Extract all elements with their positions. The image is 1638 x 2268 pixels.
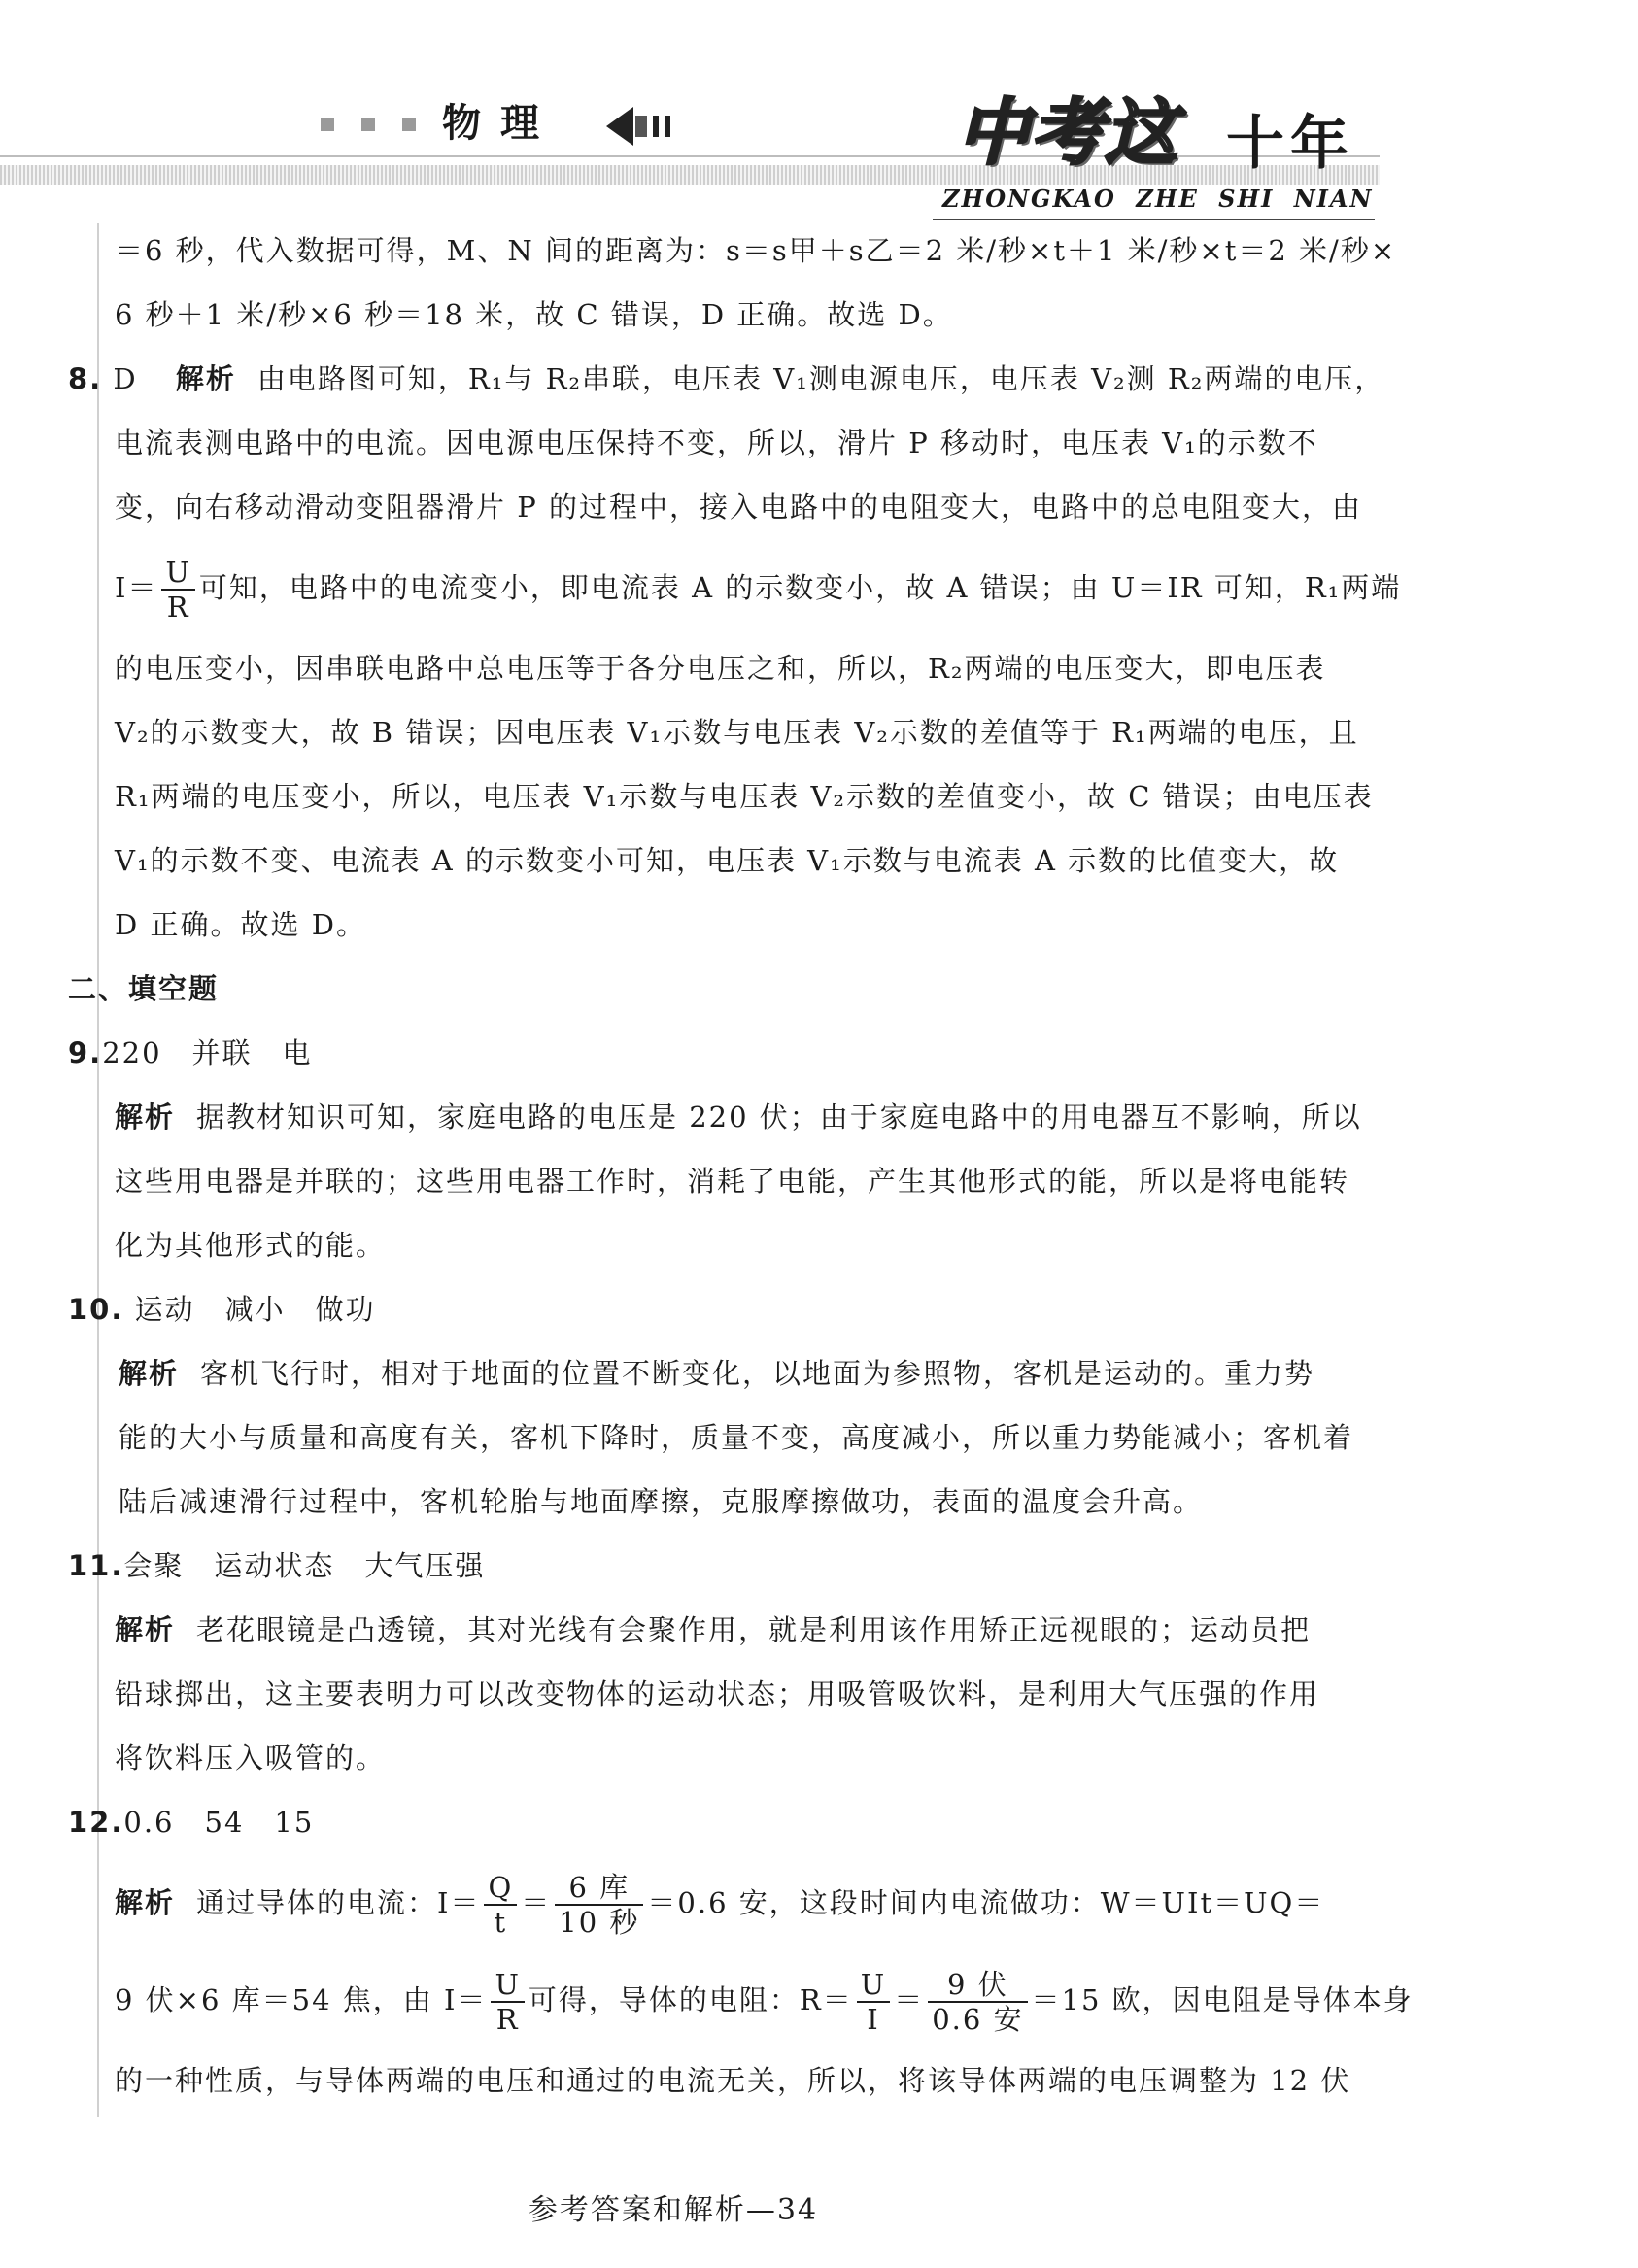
equals-sign: ＝ xyxy=(894,1983,925,2016)
text-line: 的电压变小，因串联电路中总电压等于各分电压之和，所以，R₂两端的电压变大，即电压表 xyxy=(115,652,1326,685)
brand-logo-text: 中考这 xyxy=(957,91,1178,175)
header-squares-decoration xyxy=(321,117,443,135)
fraction-denominator: 10 秒 xyxy=(559,1906,640,1939)
text-line: 的一种性质，与导体两端的电压和通过的电流无关，所以，将该导体两端的电压调整为 12 伏 xyxy=(115,2064,1351,2097)
fraction-denominator: t xyxy=(494,1906,508,1939)
formula-line xyxy=(68,1951,1414,2048)
fraction-denominator: I xyxy=(867,2003,880,2036)
analysis-line xyxy=(68,1085,1389,1149)
fraction-numerator: U xyxy=(491,1968,524,2003)
text-line: V₁的示数不变、电流表 A 的示数变小可知，电压表 V₁示数与电流表 A 示数的比值变大，故 xyxy=(115,844,1340,877)
text-line: ＝0.6 安，这段时间内电流做功：W＝UIt＝UQ＝ xyxy=(647,1886,1325,1919)
analysis-label: 解析 xyxy=(115,1613,176,1646)
analysis-label: 解析 xyxy=(175,362,236,395)
fraction xyxy=(857,1968,890,2036)
analysis-line xyxy=(68,1341,1389,1405)
fraction xyxy=(484,1871,517,1939)
text-line: 这些用电器是并联的；这些用电器工作时，消耗了电能，产生其他形式的能，所以是将电能转 xyxy=(115,1165,1350,1198)
answer-content xyxy=(68,219,1414,2113)
page-header xyxy=(0,0,1638,219)
fraction-denominator: R xyxy=(166,591,190,624)
question-number: 11. xyxy=(68,1549,124,1582)
fraction-denominator: 0.6 安 xyxy=(932,2003,1024,2036)
formula-line xyxy=(68,539,1402,636)
fraction xyxy=(928,1968,1027,2036)
text-line: D 正确。故选 D。 xyxy=(115,908,366,941)
question-12-header xyxy=(68,1790,1389,1854)
analysis-label: 解析 xyxy=(115,1886,176,1919)
fraction-numerator: U xyxy=(857,1968,890,2003)
analysis-line xyxy=(68,1598,1389,1662)
question-answer: 220 并联 电 xyxy=(102,1036,313,1069)
question-10-header xyxy=(68,1277,1389,1341)
fraction-numerator: 9 伏 xyxy=(928,1968,1027,2003)
question-11-header xyxy=(68,1534,1389,1598)
text-line: 陆后减速滑行过程中，客机轮胎与地面摩擦，克服摩擦做功，表面的温度会升高。 xyxy=(119,1485,1204,1518)
question-8-header xyxy=(68,347,1389,411)
text-line: 老花眼镜是凸透镜，其对光线有会聚作用，就是利用该作用矫正远视眼的；运动员把 xyxy=(196,1613,1312,1646)
fraction xyxy=(491,1968,524,2036)
formula-line xyxy=(68,1854,1389,1951)
fraction-numerator: U xyxy=(161,556,194,591)
question-9-header xyxy=(68,1021,1389,1085)
subject-title: 物理 xyxy=(442,101,559,146)
formula-text: I＝ xyxy=(115,571,158,604)
question-number: 9. xyxy=(68,1036,103,1069)
text-line: 电流表测电路中的电流。因电源电压保持不变，所以，滑片 P 移动时，电压表 V₁的示数不 xyxy=(115,426,1318,459)
section-heading: 二、填空题 xyxy=(68,972,220,1005)
text-line: 客机飞行时，相对于地面的位置不断变化，以地面为参照物，客机是运动的。重力势 xyxy=(200,1357,1315,1390)
text-line: 9 伏×6 库＝54 焦，由 I＝ xyxy=(115,1983,488,2016)
text-line: 将饮料压入吸管的。 xyxy=(115,1742,387,1775)
equals-sign: ＝ xyxy=(521,1886,552,1919)
analysis-label: 解析 xyxy=(119,1357,180,1390)
text-line: 能的大小与质量和高度有关，客机下降时，质量不变，高度减小，所以重力势能减小；客机着 xyxy=(119,1421,1354,1454)
question-number: 12. xyxy=(68,1806,124,1839)
fraction-denominator: R xyxy=(495,2003,520,2036)
text-line: 铅球掷出，这主要表明力可以改变物体的运动状态；用吸管吸饮料，是利用大气压强的作用 xyxy=(115,1677,1320,1710)
fraction xyxy=(555,1871,643,1939)
text-line: V₂的示数变大，故 B 错误；因电压表 V₁示数与电压表 V₂示数的差值等于 R₁两端的电压，且 xyxy=(115,716,1359,749)
text-line: 可知，电路中的电流变小，即电流表 A 的示数变小，故 A 错误；由 U＝IR 可知，R₁两端 xyxy=(198,571,1402,604)
fraction xyxy=(161,556,194,624)
text-line: 由电路图可知，R₁与 R₂串联，电压表 V₁测电源电压，电压表 V₂测 R₂两端的电压， xyxy=(256,362,1385,395)
question-answer: D xyxy=(113,362,138,395)
analysis-label: 解析 xyxy=(115,1100,176,1134)
fraction-numerator: 6 库 xyxy=(555,1871,643,1906)
text-line: ＝6 秒，代入数据可得，M、N 间的距离为：s＝s甲＋s乙＝2 米/秒×t＋1 米/秒×t＝2 米/秒× xyxy=(115,234,1397,267)
text-line: 6 秒＋1 米/秒×6 秒＝18 米，故 C 错误，D 正确。故选 D。 xyxy=(115,298,953,331)
text-line: 可得，导体的电阻：R＝ xyxy=(528,1983,853,2016)
brand-logo-suffix: 十年 xyxy=(1226,110,1354,178)
arrow-left-icon xyxy=(604,102,682,151)
page-footer: 参考答案和解析—34 xyxy=(528,2193,819,2227)
brand-english: ZHONGKAO ZHE SHI NIAN xyxy=(942,185,1374,213)
question-answer: 会聚 运动状态 大气压强 xyxy=(123,1549,486,1582)
question-answer: 运动 减小 做功 xyxy=(134,1293,376,1326)
fraction-numerator: Q xyxy=(484,1871,517,1906)
question-number: 8. xyxy=(68,362,103,395)
question-number: 10. xyxy=(68,1293,124,1326)
question-answer: 0.6 54 15 xyxy=(123,1806,315,1839)
text-line: 变，向右移动滑动变阻器滑片 P 的过程中，接入电路中的电阻变大，电路中的总电阻变大，由 xyxy=(115,491,1362,524)
text-line: ＝15 欧，因电阻是导体本身 xyxy=(1031,1983,1414,2016)
text-line: R₁两端的电压变小，所以，电压表 V₁示数与电压表 V₂示数的差值变小，故 C 错误；由电压表 xyxy=(115,780,1374,813)
text-line: 化为其他形式的能。 xyxy=(115,1229,387,1262)
text-line: 据教材知识可知，家庭电路的电压是 220 伏；由于家庭电路中的用电器互不影响，所以 xyxy=(196,1100,1362,1134)
text-line: 通过导体的电流：I＝ xyxy=(196,1886,481,1919)
